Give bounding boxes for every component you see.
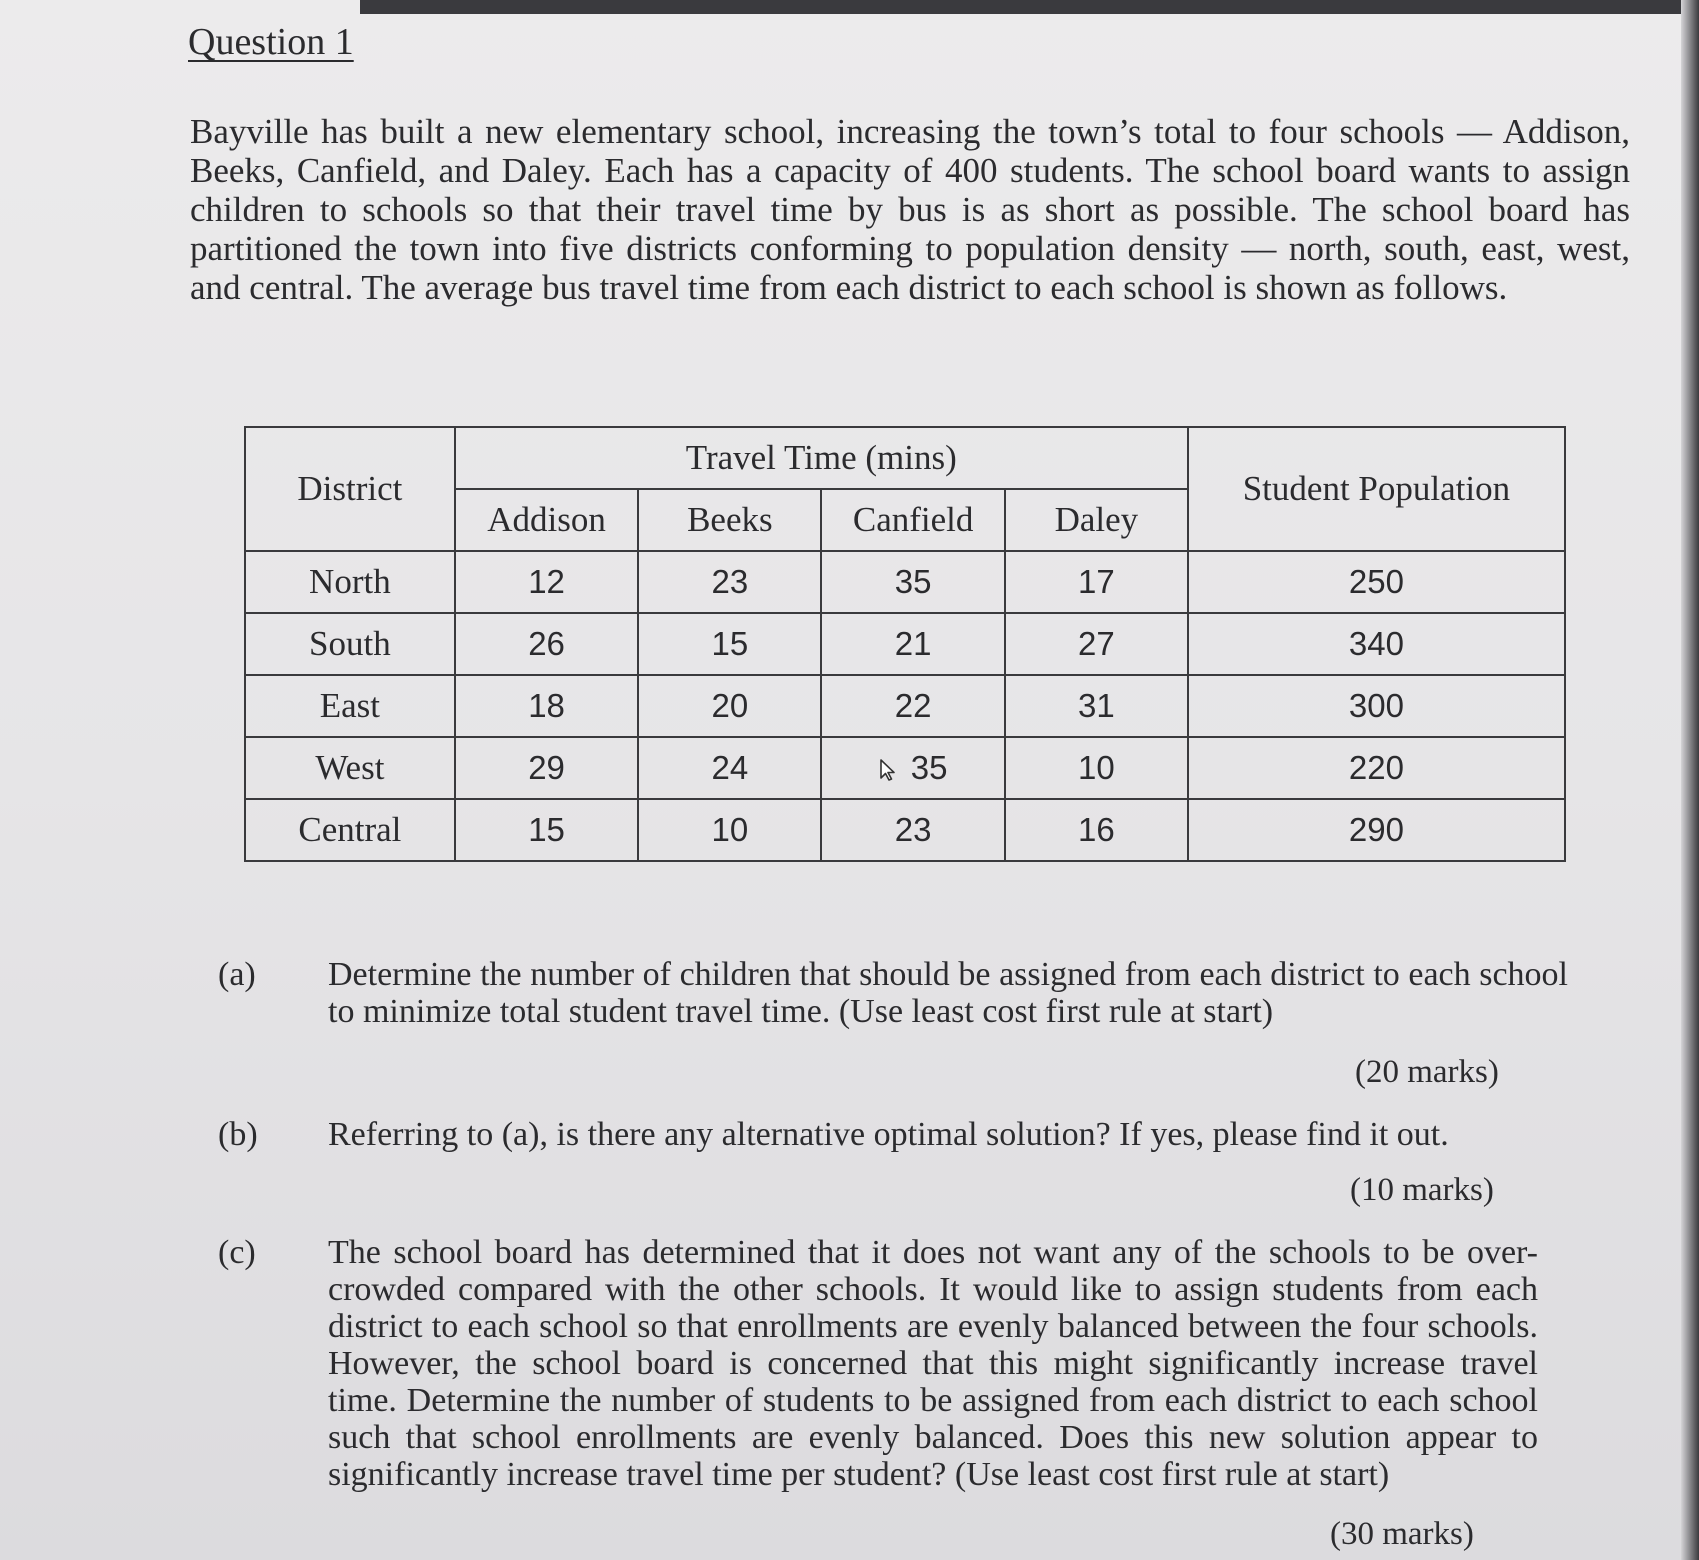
table-row bbox=[245, 675, 1565, 737]
table-row bbox=[245, 799, 1565, 861]
part-label: (c) bbox=[218, 1234, 256, 1271]
part-marks: (30 marks) bbox=[1330, 1516, 1474, 1552]
time-cell: 21 bbox=[821, 613, 1005, 675]
time-cell-with-cursor bbox=[821, 737, 1005, 799]
question-title: Question 1 bbox=[188, 21, 354, 63]
time-cell: 18 bbox=[455, 675, 639, 737]
population-header: Student Population bbox=[1188, 427, 1565, 551]
time-cell: 29 bbox=[455, 737, 639, 799]
district-name: East bbox=[245, 675, 455, 737]
intro-paragraph: Bayville has built a new elementary school, increasing the town’s total to four schools — Addison, Beeks, Canfield, and Daley. Each has a capacity of 400 students. The school board wants to assign children to schools so that their travel time by bus is as short as possible. The school board has partitioned the town into five districts conforming to population density — north, south, east, west, and central. The average bus travel time from each district to each school is shown as follows. bbox=[190, 112, 1630, 307]
part-c bbox=[0, 1234, 1699, 1554]
population-cell: 290 bbox=[1188, 799, 1565, 861]
population-cell: 340 bbox=[1188, 613, 1565, 675]
district-header: District bbox=[245, 427, 455, 551]
part-marks: (10 marks) bbox=[1350, 1172, 1494, 1208]
time-cell: 10 bbox=[1005, 737, 1188, 799]
time-cell: 24 bbox=[638, 737, 821, 799]
population-cell: 220 bbox=[1188, 737, 1565, 799]
table-row bbox=[245, 613, 1565, 675]
district-name: Central bbox=[245, 799, 455, 861]
district-name: North bbox=[245, 551, 455, 613]
part-label: (a) bbox=[218, 956, 256, 993]
part-text: Determine the number of children that should be assigned from each district to each school to minimize total student travel time. (Use least cost first rule at start) bbox=[328, 956, 1568, 1030]
part-b bbox=[0, 1116, 1699, 1226]
school-header-beeks: Beeks bbox=[638, 489, 821, 551]
time-cell: 15 bbox=[638, 613, 821, 675]
part-text: Referring to (a), is there any alternative optimal solution? If yes, please find it out. bbox=[328, 1116, 1449, 1153]
time-cell: 31 bbox=[1005, 675, 1188, 737]
time-value: 35 bbox=[910, 749, 948, 786]
part-a bbox=[0, 956, 1699, 1106]
travel-time-header: Travel Time (mins) bbox=[455, 427, 1188, 489]
district-name: West bbox=[245, 737, 455, 799]
part-text: The school board has determined that it does not want any of the schools to be over-crowded compared with the other schools. It would like to assign students from each district to each school so that enrollments are evenly balanced between the four schools. However, the school board is concerned that this might significantly increase travel time. Determine the number of students to be assigned from each district to each school such that school enrollments are evenly balanced. Does this new solution appear to significantly increase travel time per student? (Use least cost first rule at start) bbox=[328, 1234, 1538, 1493]
part-label: (b) bbox=[218, 1116, 258, 1153]
table-row bbox=[245, 737, 1565, 799]
population-cell: 300 bbox=[1188, 675, 1565, 737]
time-cell: 23 bbox=[821, 799, 1005, 861]
table-row bbox=[245, 551, 1565, 613]
time-cell: 12 bbox=[455, 551, 639, 613]
monitor-bezel-top bbox=[360, 0, 1699, 14]
time-cell: 22 bbox=[821, 675, 1005, 737]
population-cell: 250 bbox=[1188, 551, 1565, 613]
time-cell: 10 bbox=[638, 799, 821, 861]
time-cell: 27 bbox=[1005, 613, 1188, 675]
district-name: South bbox=[245, 613, 455, 675]
part-marks: (20 marks) bbox=[1355, 1054, 1499, 1090]
time-cell: 35 bbox=[821, 551, 1005, 613]
school-header-daley: Daley bbox=[1005, 489, 1188, 551]
time-cell: 17 bbox=[1005, 551, 1188, 613]
travel-time-table bbox=[244, 426, 1566, 862]
time-cell: 20 bbox=[638, 675, 821, 737]
time-cell: 26 bbox=[455, 613, 639, 675]
school-header-addison: Addison bbox=[455, 489, 639, 551]
time-cell: 15 bbox=[455, 799, 639, 861]
school-header-canfield: Canfield bbox=[821, 489, 1005, 551]
mouse-pointer-icon bbox=[879, 758, 897, 782]
time-cell: 16 bbox=[1005, 799, 1188, 861]
time-cell: 23 bbox=[638, 551, 821, 613]
